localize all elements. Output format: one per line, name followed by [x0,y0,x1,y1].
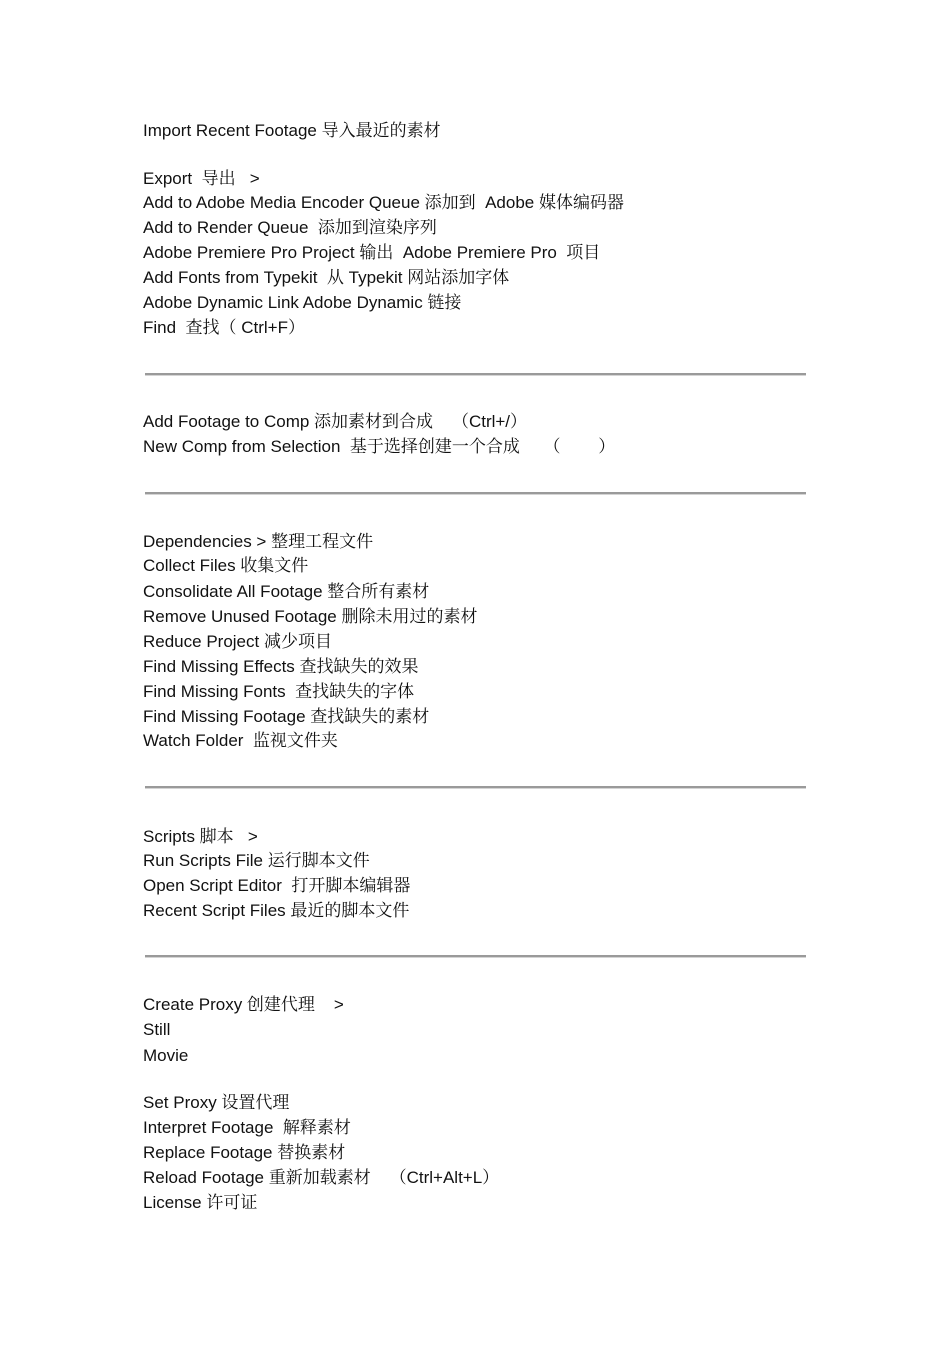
text-line: Recent Script Files 最近的脚本文件 [143,901,410,920]
section-divider [145,786,806,789]
text-line: Find Missing Fonts 查找缺失的字体 [143,682,415,701]
text-line: Find Missing Footage 查找缺失的素材 [143,707,430,726]
text-line: Consolidate All Footage 整合所有素材 [143,582,430,601]
section-divider [145,955,806,958]
text-line: Open Script Editor 打开脚本编辑器 [143,876,411,895]
text-line: Create Proxy 创建代理 > [143,995,344,1014]
section-divider [145,373,806,376]
text-line: Adobe Dynamic Link Adobe Dynamic 链接 [143,293,462,312]
text-line: Remove Unused Footage 删除未用过的素材 [143,607,478,626]
section-divider [145,492,806,495]
text-line: New Comp from Selection 基于选择创建一个合成 （ ） [143,437,616,456]
text-line: Interpret Footage 解释素材 [143,1118,351,1137]
text-line: Find Missing Effects 查找缺失的效果 [143,657,419,676]
text-line: License 许可证 [143,1193,258,1212]
text-line: Find 查找（ Ctrl+F） [143,318,305,337]
text-line: Reduce Project 减少项目 [143,632,332,651]
text-line: Watch Folder 监视文件夹 [143,731,338,750]
text-line: Run Scripts File 运行脚本文件 [143,851,370,870]
text-line: Add Fonts from Typekit 从 Typekit 网站添加字体 [143,268,510,287]
text-line: Adobe Premiere Pro Project 输出 Adobe Premiere Pro 项目 [143,243,601,262]
text-line: Movie [143,1046,189,1065]
text-line: Collect Files 收集文件 [143,556,309,575]
text-line: Still [143,1020,171,1039]
text-line: Reload Footage 重新加载素材 （Ctrl+Alt+L） [143,1168,500,1187]
text-line: Dependencies > 整理工程文件 [143,532,374,551]
text-line: Export 导出 > [143,169,260,188]
text-line: Add to Render Queue 添加到渲染序列 [143,218,437,237]
text-line: Add Footage to Comp 添加素材到合成 （Ctrl+/） [143,412,528,431]
text-line: Import Recent Footage 导入最近的素材 [143,121,441,140]
text-line: Set Proxy 设置代理 [143,1093,290,1112]
text-line: Add to Adobe Media Encoder Queue 添加到 Adobe 媒体编码器 [143,193,624,212]
text-line: Replace Footage 替换素材 [143,1143,346,1162]
text-line: Scripts 脚本 > [143,827,258,846]
